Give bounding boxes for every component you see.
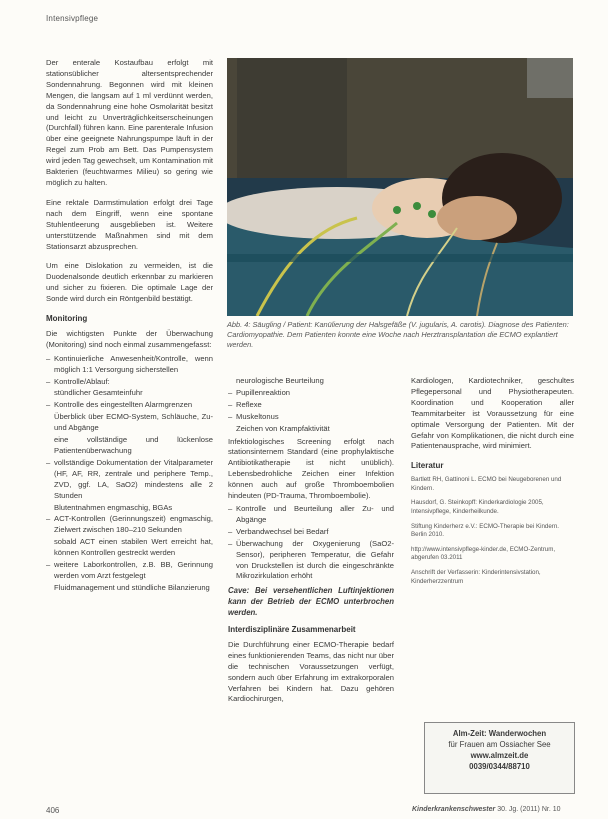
photo-illustration	[227, 58, 573, 316]
list-item: – Überwachung der Oxygenierung (SaO2-Sensor), peripheren Temperatur, die Gefahr von Druckstellen ist durch die eingeschränkte Mikrozirkulation erhöht	[228, 539, 394, 583]
list-item: Fluidmanagement und stündliche Bilanzierung	[54, 582, 210, 592]
section-heading-interdisciplinary: Interdisziplinäre Zusammenarbeit	[228, 625, 356, 635]
paragraph: Die wichtigsten Punkte der Überwachung (Monitoring) sind noch einmal zusammengefasst:	[46, 328, 213, 349]
column-1	[46, 58, 213, 595]
ad-line: für Frauen am Ossiacher See	[448, 740, 551, 749]
reference-item: Stiftung Kinderherz e.V.: ECMO-Therapie bei Kindern. Berlin 2010.	[411, 522, 560, 539]
reference-item: http://www.intensivpflege-kinder.de, ECMO-Zentrum, abgerufen 03.2011	[411, 545, 556, 562]
column-2	[228, 376, 394, 714]
list-item: eine vollständige und lückenlose Patientenüberwachung	[54, 435, 213, 455]
paragraph: Der enterale Kostaufbau erfolgt mit stationsüblicher altersentsprechender Sondennahrung. Begonnen wird mit kleinen Mengen, die langsam auf 1 ml verdünnt werden, da Sondennahrung eine hohe Osmolarität besitzt und leicht zu Unverträglichkeitserscheinungen (Durchfall) führen kann. Eine parenterale Infusion über eine geeignete Nahrungspumpe läuft in der Regel zum Prob am Bett. Das Pumpensystem wird jeden Tag gewechselt, um Kontamination mit Bakterien (feuchtwarmes Milieu) so gering wie möglich zu halten.	[46, 58, 213, 187]
list-item: – Kontrolle des eingestellten Alarmgrenzen	[46, 400, 213, 411]
journal-issue: 30. Jg. (2011) Nr. 10	[497, 806, 561, 813]
list-item: – Kontrolle/Ablauf:	[46, 377, 213, 388]
list-item: sobald ACT einen stabilen Wert erreicht hat, können Kontrollen gestreckt werden	[54, 537, 213, 558]
paragraph: Um eine Dislokation zu vermeiden, ist die Duodenalsonde deutlich erkennbar zu markieren und sicher zu fixieren. Die optimale Lage der Sonde wird durch ein Röntgenbild bestätigt.	[46, 261, 213, 304]
list-item: stündlicher Gesamteinfuhr	[54, 388, 143, 398]
neuro-list	[228, 376, 394, 435]
list-item: – Reflexe	[228, 400, 394, 411]
section-heading-monitoring: Monitoring	[46, 314, 88, 324]
column-3	[411, 376, 574, 592]
figure-caption: Abb. 4: Säugling / Patient: Kanülierung der Halsgefäße (V. jugularis, A. carotis). Diagnose des Patienten: Cardiomyopathie. Dem Patienten konnte eine Woche nach Herztransplantation die ECMO explantiert werden.	[227, 320, 569, 349]
journal-name: Kinderkrankenschwester	[412, 806, 496, 813]
paragraph: Die Durchführung einer ECMO-Therapie bedarf eines funktionierenden Teams, das nicht nur über die technischen Voraussetzungen verfügt, sondern auch über Erfahrung im extrakorporalen Verfahren bei Kindern hat. Dazu gehören Kardiochirurgen,	[228, 639, 394, 704]
list-item: – Verbandwechsel bei Bedarf	[228, 527, 394, 538]
list-item: – Kontrolle und Beurteilung aller Zu- und Abgänge	[228, 504, 394, 526]
list-item: – weitere Laborkontrollen, z.B. BB, Gerinnung werden vom Arzt festgelegt	[46, 560, 213, 582]
reference-list	[411, 476, 574, 586]
cave-note: Cave: Bei versehentlichen Luftinjektionen kann der Betrieb der ECMO unterbrochen werden.	[228, 586, 394, 618]
list-item: – Pupillenreaktion	[228, 388, 394, 399]
list-item: – Kontinuierliche Anwesenheit/Kontrolle, wenn möglich 1:1 Versorgung sicherstellen	[46, 354, 213, 376]
ad-line: Alm-Zeit: Wanderwochen	[452, 729, 547, 738]
journal-footer	[412, 806, 561, 813]
monitoring-list	[46, 354, 213, 594]
list-item: neurologische Beurteilung	[236, 376, 324, 385]
list-item: – ACT-Kontrollen (Gerinnungszeit) engmaschig, Zielwert zwischen 180–210 Sekunden	[46, 514, 213, 536]
reference-item: Hausdorf, G. Steinkopff: Kinderkardiologie 2005, Intensivpflege, Kinderheilkunde.	[411, 499, 544, 516]
running-head: Intensivpflege	[46, 14, 99, 23]
list-item: – vollständige Dokumentation der Vitalparameter (HF, AF, RR, zentrale und periphere Temp., ZVD, ggf. LA, SaO2) mindestens alle 2 Stunden	[46, 458, 213, 502]
list-item: – Muskeltonus	[228, 412, 394, 423]
care-list	[228, 504, 394, 582]
ad-url: www.almzeit.de	[470, 751, 529, 760]
page-number: 406	[46, 806, 60, 815]
ad-phone: 0039/0344/88710	[469, 762, 530, 771]
paragraph: Eine rektale Darmstimulation erfolgt drei Tage nach dem Eingriff, wenn eine spontane Stuhlentleerung ausgeblieben ist. Weitere unterstützende Maßnahmen sind mit dem Stationsarzt abzusprechen.	[46, 197, 213, 251]
advertisement-box	[424, 722, 575, 794]
paragraph: Kardiologen, Kardiotechniker, geschultes Pflegepersonal und Physiotherapeuten. Koordination und Kooperation aller Teammitarbeiter ist Voraussetzung für eine optimale Versorgung der Patienten. Mit der Gefahr von Komplikationen, die nicht durch eine Patientenausprache, wird minimiert.	[411, 376, 574, 451]
section-heading-literatur: Literatur	[411, 461, 444, 471]
reference-item: Bartlett RH, Gattinoni L. ECMO bei Neugeborenen und Kindern.	[411, 476, 562, 492]
reference-item: Anschrift der Verfasserin: Kinderintensivstation, Kinderherzzentrum	[411, 569, 541, 585]
photo-patient-ecmo	[227, 58, 573, 316]
paragraph: Infektiologisches Screening erfolgt nach stationsinternem Standard (eine prophylaktische Antibiotikatherapie ist nicht unüblich). Lebensbedrohliche Zeichen einer Infektion können auch auf große Thromboembolien hindeuten (PD-Trauma, Thromboembolie).	[228, 436, 394, 501]
list-item: Zeichen von Krampfaktivität	[236, 423, 330, 433]
list-item: Blutentnahmen engmaschig, BGAs	[54, 502, 173, 512]
list-item: Überblick über ECMO-System, Schläuche, Zu- und Abgänge	[54, 412, 213, 433]
